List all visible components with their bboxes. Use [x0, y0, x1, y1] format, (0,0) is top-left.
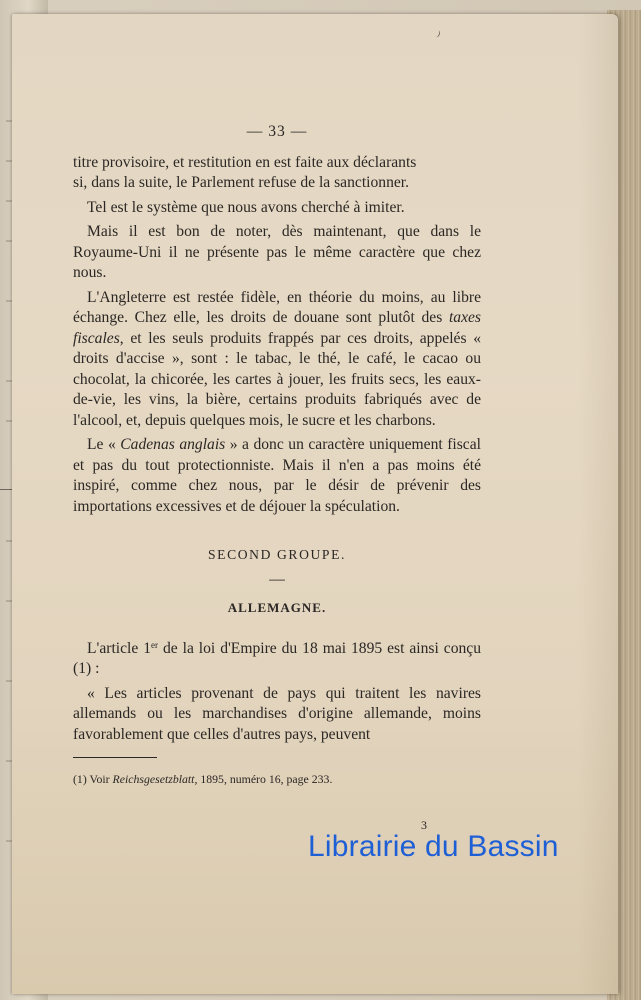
paragraph-text: , et les seuls produits frappés par ces droits, appelés « droits d'accise », sont : le tabac, le thé, le café, le cacao ou chocolat, la chicorée, les cartes à jouer, les fruits secs, les eaux-de-vie, les vins, la bière, certains produits fabriqués avec de l'alcool, et, depuis quelques mois, le sucre et les charbons. — [73, 329, 481, 429]
paragraph — [73, 435, 481, 517]
paragraph-text: de la loi d'Empire du 18 mai 1895 est ainsi conçu (1) : — [73, 639, 482, 677]
paragraph-line: titre provisoire, et restitution en est faite aux déclarants — [73, 153, 417, 171]
footnote-text: (1) Voir — [73, 772, 113, 786]
signature-mark: 3 — [421, 818, 427, 832]
paragraph-text: L'article 1 — [87, 639, 152, 657]
section-title: SECOND GROUPE. — [208, 547, 346, 562]
italic-term: Reichsgesetzblatt — [112, 772, 195, 786]
paragraph-text: » a donc un caractère uniquement fiscal et pas du tout protectionniste. Mais il n'en a pas moins été inspiré, comme chez nous, par le désir de prévenir des importations excessives et de déjouer la spéculation. — [73, 436, 481, 515]
page-number: — 33 — — [246, 123, 308, 140]
section-dash: — — [269, 570, 285, 588]
superscript: er — [151, 639, 159, 650]
paragraph-line: si, dans la suite, le Parlement refuse de la sanctionner. — [73, 174, 410, 191]
footnote — [73, 772, 481, 786]
paragraph-text: Le « — [87, 436, 121, 453]
paragraph — [73, 288, 481, 432]
subsection-title: ALLEMAGNE. — [227, 600, 327, 615]
italic-term: Cadenas anglais — [120, 436, 226, 453]
page-text — [73, 122, 481, 786]
paragraph: Mais il est bon de noter, dès maintenant, que dans le Royaume-Uni il ne présente pas le même caractère que chez nous. — [73, 223, 481, 281]
footnote-text: , 1895, numéro 16, page 233. — [194, 772, 333, 786]
paragraph-text: L'Angleterre est restée fidèle, en théorie du moins, au libre échange. Chez elle, les droits de douane sont plutôt des — [73, 288, 481, 326]
paragraph: « Les articles provenant de pays qui traitent les navires allemands ou les marchandises d'origine allemande, moins favorablement que celles d'autres pays, peuvent — [73, 684, 481, 743]
italic-term: taxes fiscales — [73, 309, 481, 347]
paragraph — [73, 635, 481, 680]
corner-pencil-mark: ⁾ — [433, 28, 443, 46]
bookshop-watermark: Librairie du Bassin — [308, 830, 559, 863]
footnote-rule — [73, 757, 157, 758]
paragraph: Tel est le système que nous avons cherché à imiter. — [87, 198, 405, 216]
